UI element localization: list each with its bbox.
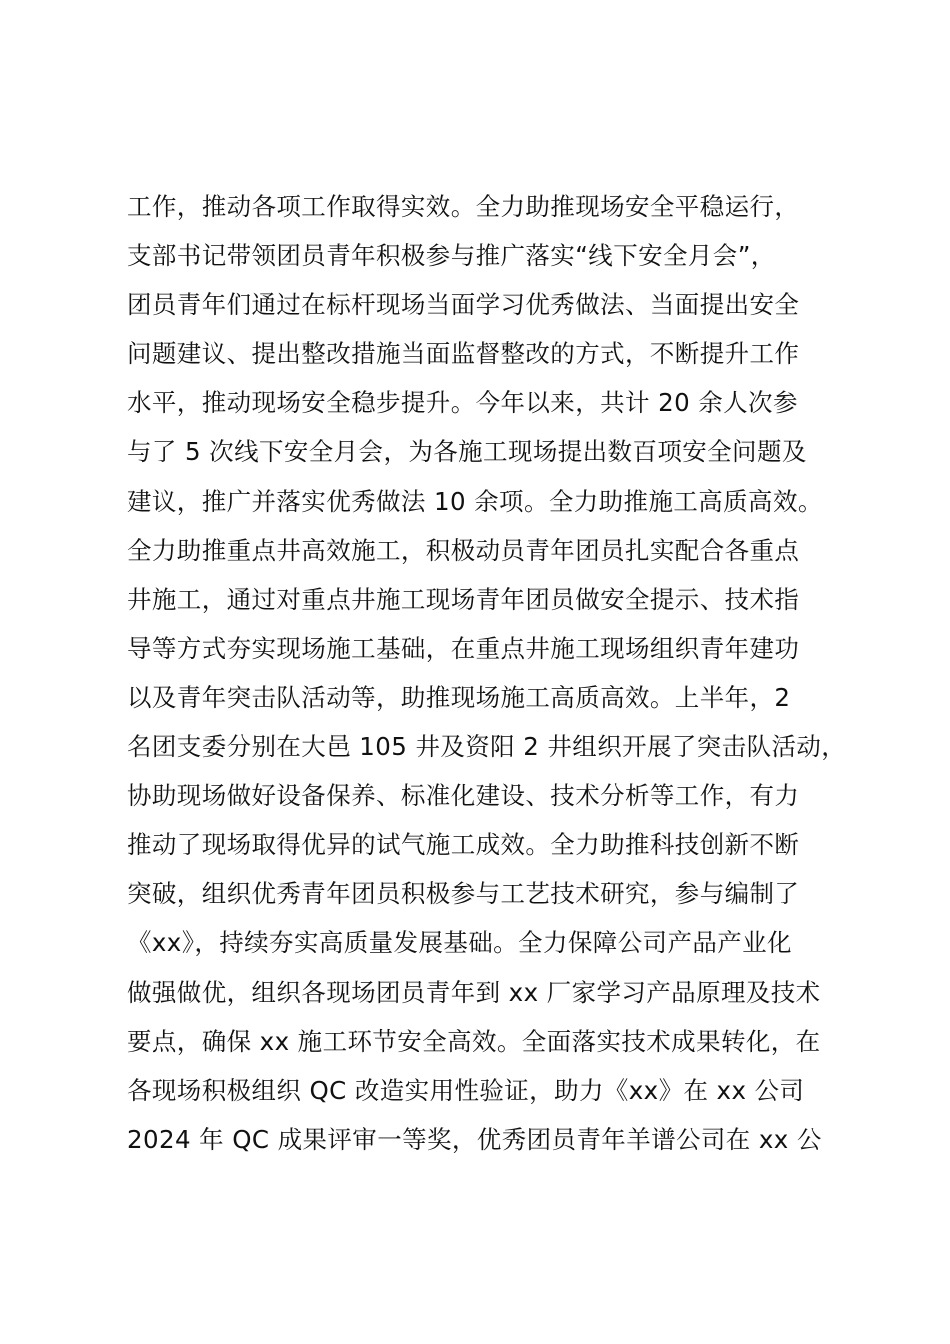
text-line: 名团支委分别在大邑 105 井及资阳 2 井组织开展了突击队活动， [127,732,847,762]
body-paragraph [127,182,867,1164]
text-line: 问题建议、提出整改措施当面监督整改的方式，不断提升工作 [127,339,800,369]
text-line: 工作，推动各项工作取得实效。全力助推现场安全平稳运行， [127,192,800,221]
text-line: 团员青年们通过在标杆现场当面学习优秀做法、当面提出安全 [127,290,800,320]
text-line: 水平，推动现场安全稳步提升。今年以来，共计 20 余人次参 [127,388,798,418]
text-line: 《xx》，持续夯实高质量发展基础。全力保障公司产品产业化 [127,928,792,958]
text-line: 突破，组织优秀青年团员积极参与工艺技术研究，参与编制了 [127,879,800,909]
text-line: 支部书记带领团员青年积极参与推广落实“线下安全月会”， [127,241,776,271]
text-line: 2024 年 QC 成果评审一等奖，优秀团员青年羊谱公司在 xx 公 [127,1124,822,1154]
text-line: 要点，确保 xx 施工环节安全高效。全面落实技术成果转化，在 [127,1026,821,1056]
text-line: 导等方式夯实现场施工基础，在重点井施工现场组织青年建功 [127,633,800,663]
text-line: 以及青年突击队活动等，助推现场施工高质高效。上半年，2 [127,682,791,712]
text-line: 做强做优，组织各现场团员青年到 xx 厂家学习产品原理及技术 [127,977,821,1007]
text-line: 建议，推广并落实优秀做法 10 余项。全力助推施工高质高效。 [127,486,823,516]
text-line: 推动了现场取得优异的试气施工成效。全力助推科技创新不断 [127,830,800,860]
text-line: 与了 5 次线下安全月会，为各施工现场提出数百项安全问题及 [127,437,807,467]
text-line: 井施工，通过对重点井施工现场青年团员做安全提示、技术指 [127,584,800,614]
text-line: 全力助推重点井高效施工，积极动员青年团员扎实配合各重点 [127,535,800,565]
text-line: 协助现场做好设备保养、标准化建设、技术分析等工作，有力 [127,781,800,811]
text-line: 各现场积极组织 QC 改造实用性验证，助力《xx》在 xx 公司 [127,1075,805,1105]
